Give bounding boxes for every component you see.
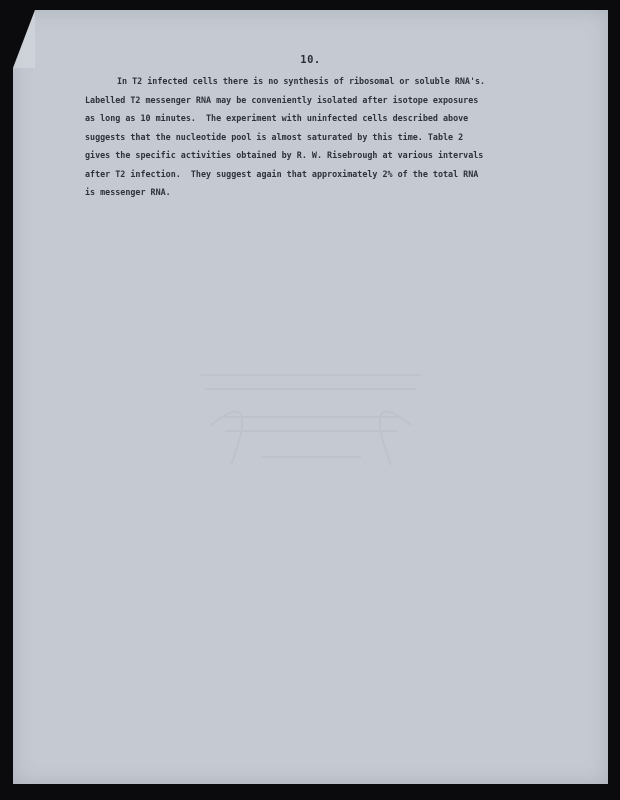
document-page <box>13 10 608 784</box>
paragraph-line: as long as 10 minutes. The experiment with uninfected cells described above <box>85 113 469 123</box>
watermark-mark <box>191 365 431 475</box>
paragraph-line: suggests that the nucleotide pool is almost saturated by this time. Table 2 <box>85 131 464 142</box>
paragraph-line: gives the specific activities obtained by R. W. Risebrough at various intervals <box>85 150 484 160</box>
body-paragraph <box>85 72 573 202</box>
paragraph-line: In T2 infected cells there is no synthesis of ribosomal or soluble RNA's. <box>117 76 486 86</box>
folded-corner-shade <box>13 10 35 68</box>
page-number: 10. <box>300 54 321 66</box>
paragraph-line: is messenger RNA. <box>85 187 171 197</box>
paragraph-line: after T2 infection. They suggest again that approximately 2% of the total RNA <box>85 168 479 179</box>
paragraph-line: Labelled T2 messenger RNA may be conveniently isolated after isotope exposures <box>85 94 479 105</box>
paper-watermark <box>13 365 608 475</box>
